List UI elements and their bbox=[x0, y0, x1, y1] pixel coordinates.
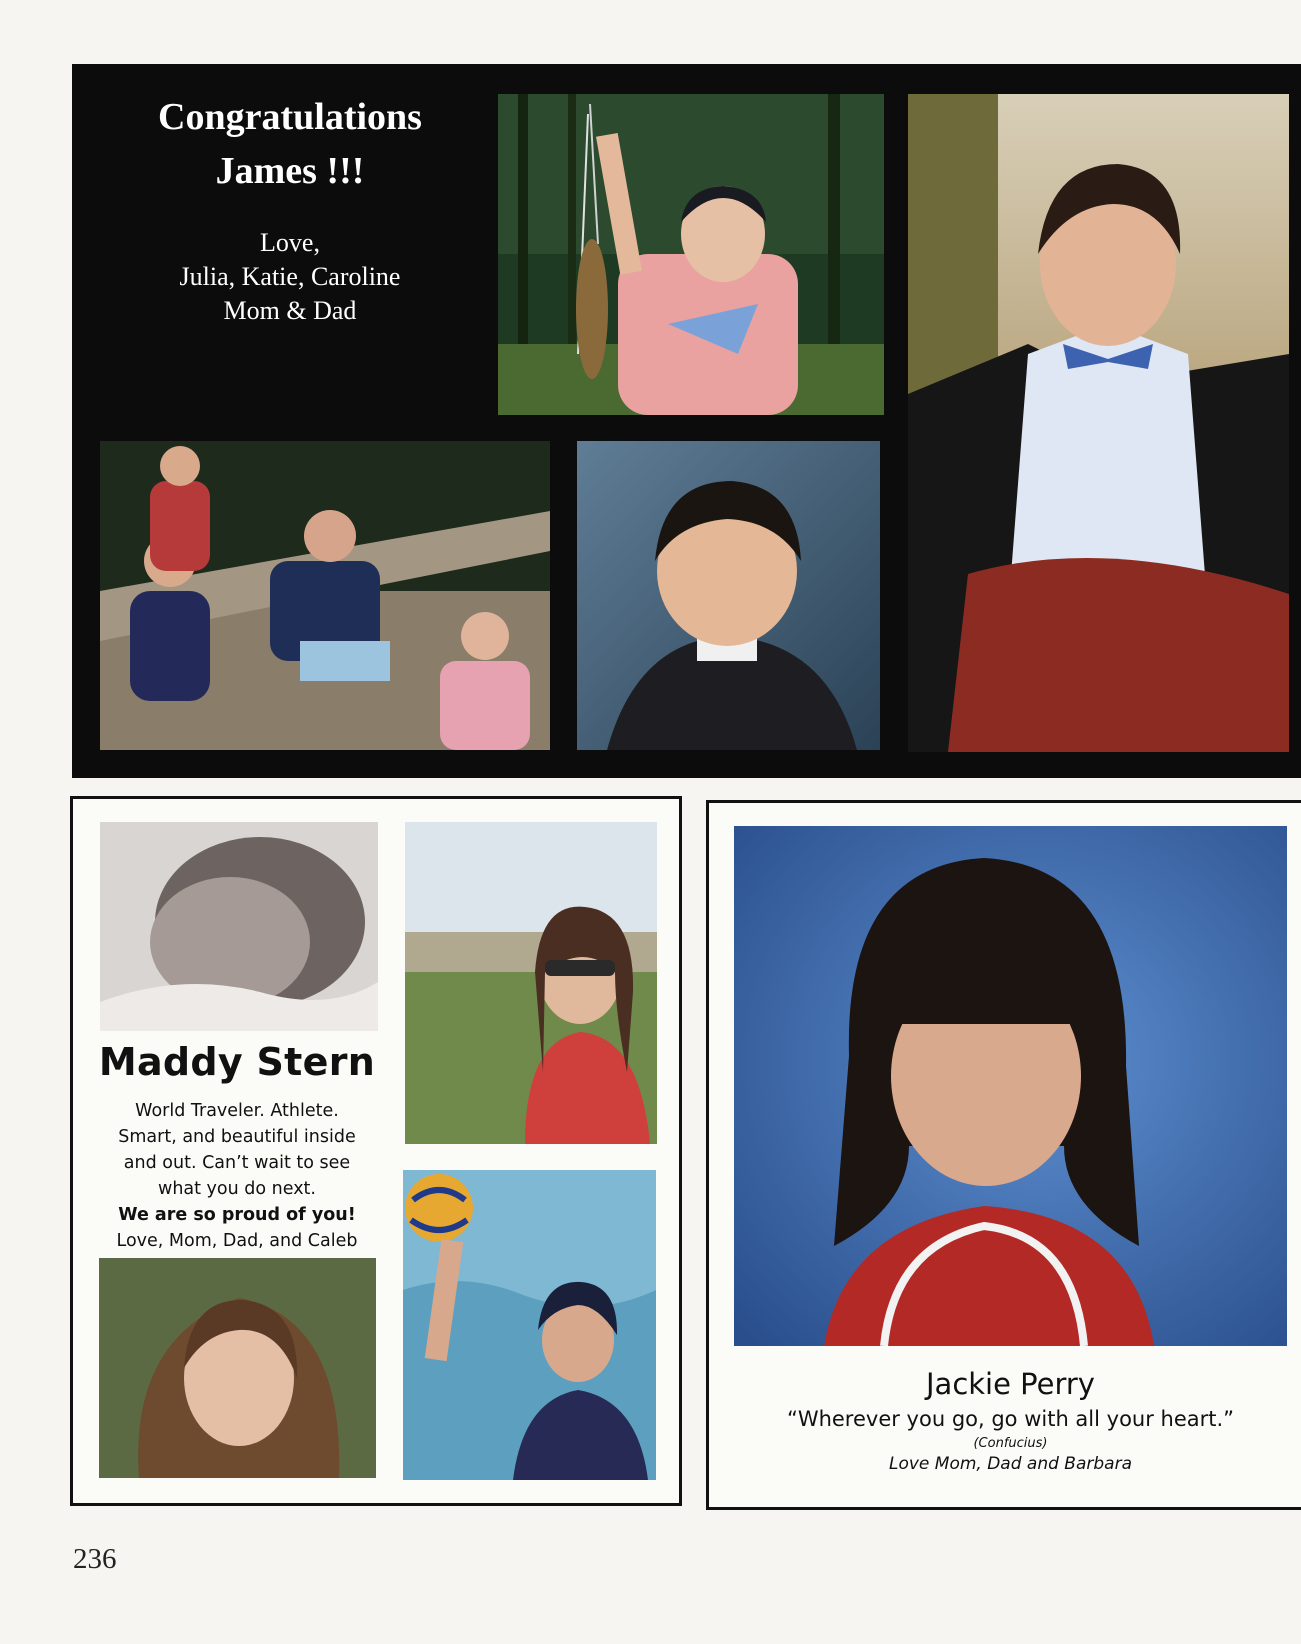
james-title-line-2: James !!! bbox=[215, 150, 365, 192]
jackie-ad-quote: “Wherever you go, go with all your heart.” bbox=[786, 1407, 1235, 1431]
page-number: 236 bbox=[73, 1543, 117, 1575]
photo-maddy-senior-portrait bbox=[99, 1258, 376, 1478]
photo-newborn-baby bbox=[100, 822, 378, 1031]
maddy-message-line-3: and out. Can’t wait to see bbox=[123, 1153, 351, 1173]
james-message-line-1: Love, bbox=[260, 228, 320, 257]
photo-jackie-school-portrait bbox=[734, 826, 1287, 1346]
photo-boy-holding-fish bbox=[498, 94, 884, 415]
james-ad-message bbox=[105, 226, 475, 328]
maddy-message-line-2: Smart, and beautiful inside bbox=[118, 1127, 356, 1147]
photo-siblings-on-log bbox=[100, 441, 550, 750]
maddy-ad-name: Maddy Stern bbox=[98, 1040, 376, 1084]
photo-maddy-travel-sunglasses bbox=[405, 822, 657, 1144]
photo-senior-portrait-bowtie bbox=[908, 94, 1289, 752]
jackie-ad-closing: Love Mom, Dad and Barbara bbox=[888, 1454, 1132, 1474]
maddy-message-line-4: what you do next. bbox=[158, 1179, 316, 1199]
james-message-line-3: Mom & Dad bbox=[223, 296, 357, 325]
maddy-message-line-6: Love, Mom, Dad, and Caleb bbox=[116, 1231, 358, 1251]
maddy-message-line-5: We are so proud of you! bbox=[118, 1205, 356, 1225]
maddy-ad-message bbox=[92, 1098, 382, 1254]
james-message-line-2: Julia, Katie, Caroline bbox=[179, 262, 401, 291]
photo-toddler-portrait bbox=[577, 441, 880, 750]
photo-maddy-water-polo bbox=[403, 1170, 656, 1480]
jackie-ad-name: Jackie Perry bbox=[926, 1367, 1095, 1401]
maddy-message-line-1: World Traveler. Athlete. bbox=[135, 1101, 339, 1121]
james-title-line-1: Congratulations bbox=[158, 96, 422, 138]
james-ad-title bbox=[105, 90, 475, 198]
jackie-ad-attribution: (Confucius) bbox=[973, 1436, 1048, 1451]
